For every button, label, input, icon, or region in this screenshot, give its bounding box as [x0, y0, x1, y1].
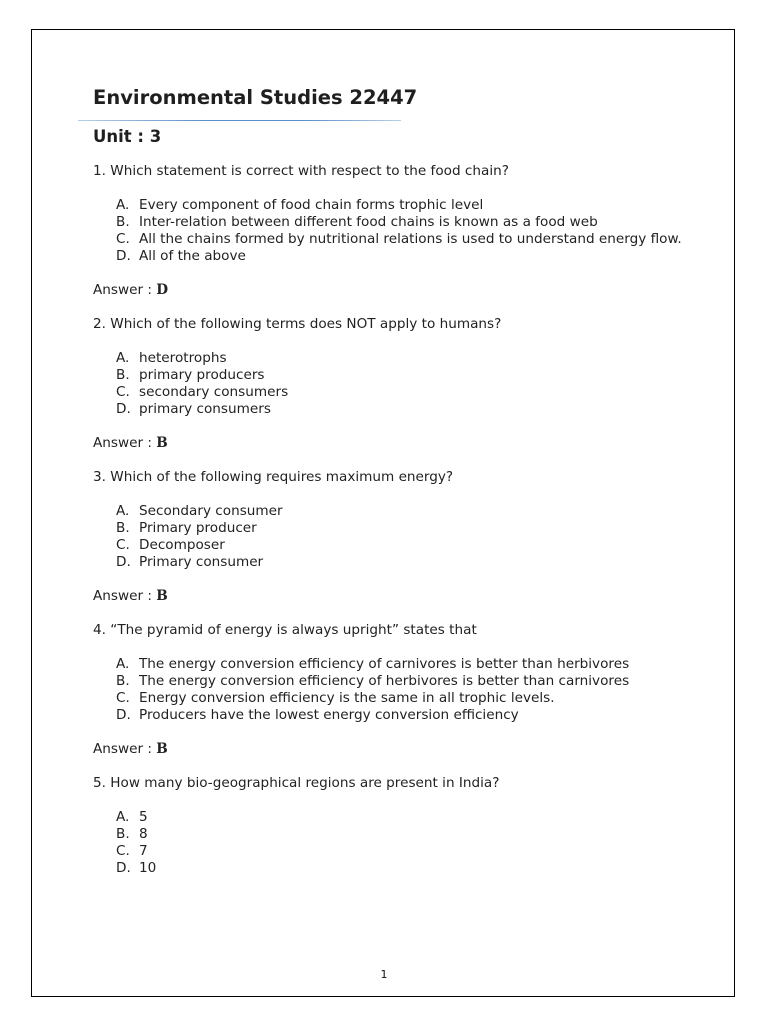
option-list — [93, 350, 693, 418]
option-b — [93, 520, 693, 537]
question-2 — [93, 316, 693, 452]
option-letter: C. — [116, 843, 130, 859]
option-text: Primary consumer — [139, 554, 264, 570]
answer-line — [93, 435, 693, 452]
option-letter: D. — [116, 554, 131, 570]
option-text: Inter-relation between different food chains is known as a food web — [139, 214, 598, 230]
question-text: 1. Which statement is correct with respect to the food chain? — [93, 163, 509, 179]
option-letter: D. — [116, 707, 131, 723]
option-letter: D. — [116, 401, 131, 417]
answer-value: D — [156, 282, 169, 298]
option-letter: A. — [116, 809, 130, 825]
option-c — [93, 843, 693, 860]
option-letter: A. — [116, 656, 130, 672]
option-letter: D. — [116, 860, 131, 876]
answer-value: B — [156, 435, 168, 451]
option-a — [93, 350, 693, 367]
question-5 — [93, 775, 693, 877]
option-text: 8 — [139, 826, 148, 842]
option-list — [93, 809, 693, 877]
option-d — [93, 707, 693, 724]
document-title: Environmental Studies 22447 — [93, 86, 418, 109]
question-4 — [93, 622, 693, 758]
option-letter: B. — [116, 826, 130, 842]
option-text: 7 — [139, 843, 148, 859]
option-b — [93, 826, 693, 843]
option-a — [93, 197, 693, 214]
option-letter: C. — [116, 690, 130, 706]
document-content — [93, 86, 693, 876]
answer-line — [93, 588, 693, 605]
option-text: 5 — [139, 809, 148, 825]
answer-label: Answer : — [93, 741, 157, 757]
question-text: 4. “The pyramid of energy is always upright” states that — [93, 622, 477, 638]
option-letter: D. — [116, 248, 131, 264]
option-letter: B. — [116, 214, 130, 230]
option-letter: C. — [116, 537, 130, 553]
option-text: Secondary consumer — [139, 503, 283, 519]
answer-value: B — [156, 741, 168, 757]
option-letter: B. — [116, 367, 130, 383]
option-letter: C. — [116, 231, 130, 247]
option-text: primary consumers — [139, 401, 271, 417]
option-letter: A. — [116, 197, 130, 213]
question-list — [93, 163, 693, 877]
option-text: The energy conversion efficiency of herbivores is better than carnivores — [139, 673, 630, 689]
option-list — [93, 656, 693, 724]
option-text: primary producers — [139, 367, 265, 383]
answer-value: B — [156, 588, 168, 604]
option-c — [93, 384, 693, 401]
option-text: secondary consumers — [139, 384, 289, 400]
unit-heading: Unit : 3 — [93, 127, 162, 146]
option-b — [93, 367, 693, 384]
option-b — [93, 214, 693, 231]
option-text: Every component of food chain forms trophic level — [139, 197, 484, 213]
question-text: 3. Which of the following requires maximum energy? — [93, 469, 454, 485]
answer-label: Answer : — [93, 435, 157, 451]
option-letter: C. — [116, 384, 130, 400]
option-text: Energy conversion efficiency is the same in all trophic levels. — [139, 690, 555, 706]
option-letter: A. — [116, 503, 130, 519]
page-number: 1 — [380, 968, 388, 981]
option-list — [93, 197, 693, 265]
option-a — [93, 809, 693, 826]
title-underline — [78, 120, 401, 121]
option-letter: A. — [116, 350, 130, 366]
question-3 — [93, 469, 693, 605]
option-c — [93, 690, 693, 707]
option-text: Primary producer — [139, 520, 257, 536]
option-text: All of the above — [139, 248, 246, 264]
option-c — [93, 537, 693, 554]
question-text: 5. How many bio-geographical regions are present in India? — [93, 775, 500, 791]
option-letter: B. — [116, 673, 130, 689]
option-d — [93, 401, 693, 418]
option-b — [93, 673, 693, 690]
option-a — [93, 656, 693, 673]
option-text: Decomposer — [139, 537, 225, 553]
option-text: All the chains formed by nutritional relations is used to understand energy flow. — [139, 231, 682, 247]
option-a — [93, 503, 693, 520]
answer-label: Answer : — [93, 282, 157, 298]
option-text: heterotrophs — [139, 350, 227, 366]
option-d — [93, 860, 693, 877]
option-letter: B. — [116, 520, 130, 536]
option-d — [93, 248, 693, 265]
option-list — [93, 503, 693, 571]
answer-line — [93, 282, 693, 299]
question-text: 2. Which of the following terms does NOT apply to humans? — [93, 316, 502, 332]
answer-line — [93, 741, 693, 758]
option-text: 10 — [139, 860, 157, 876]
option-c — [93, 231, 693, 248]
option-d — [93, 554, 693, 571]
option-text: The energy conversion efficiency of carnivores is better than herbivores — [139, 656, 630, 672]
answer-label: Answer : — [93, 588, 157, 604]
question-1 — [93, 163, 693, 299]
option-text: Producers have the lowest energy conversion efficiency — [139, 707, 519, 723]
